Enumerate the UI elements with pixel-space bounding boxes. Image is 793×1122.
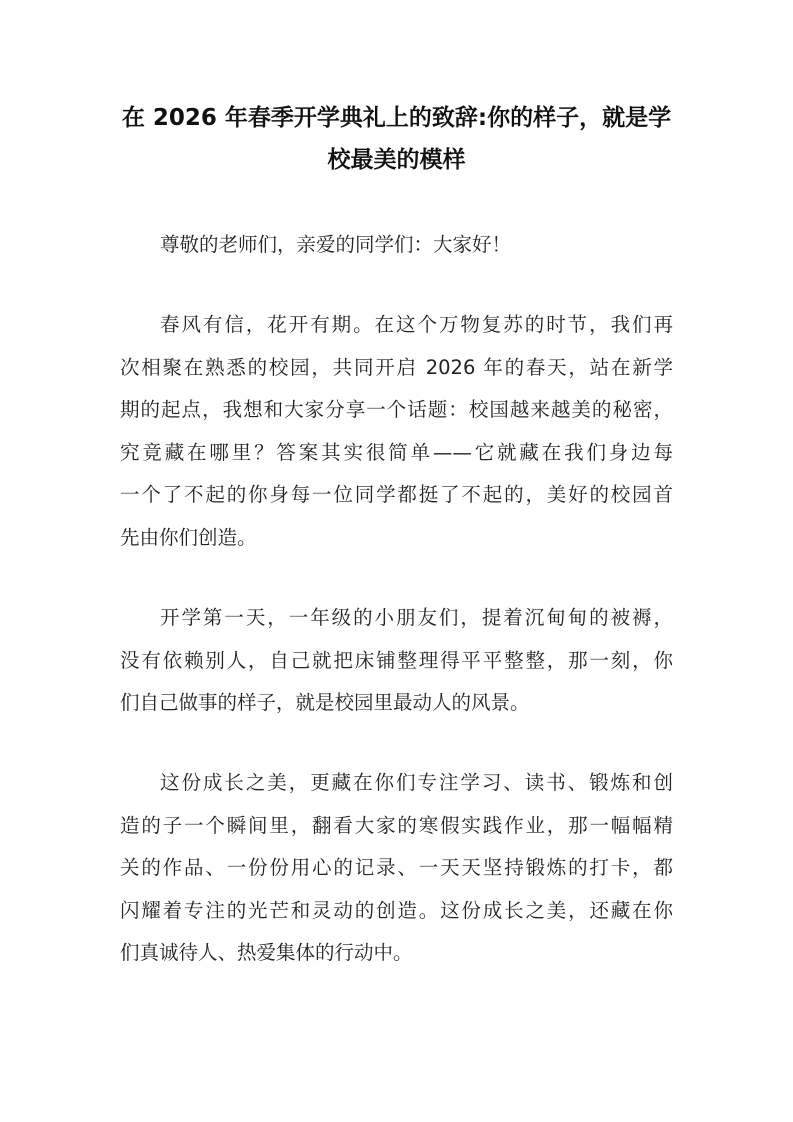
document-title-line-1: 在 2026 年春季开学典礼上的致辞:你的样子，就是学: [121, 105, 672, 131]
text-line: 先由你们创造。: [120, 525, 257, 549]
text-line: 尊敬的老师们，亲爱的同学们：大家好！: [160, 233, 512, 256]
paragraph-2: [120, 597, 673, 725]
document-title-line-2: 校最美的模样: [327, 147, 466, 173]
text-line: 这份成长之美，更藏在你们专注学习、读书、锻炼和创: [160, 771, 673, 794]
paragraph-greeting: [120, 224, 673, 267]
text-line: 关的作品、一份份用心的记录、一天天坚持锻炼的打卡，都: [120, 856, 673, 880]
text-line: 开学第一天，一年级的小朋友们，提着沉甸甸的被褥，: [160, 606, 673, 629]
paragraph-3: [120, 762, 673, 975]
text-line: 次相聚在熟悉的校园，共同开启 2026 年的春天，站在新学: [120, 355, 673, 379]
paragraph-1: [120, 304, 673, 560]
text-line: 没有依赖别人，自己就把床铺整理得平平整整，那一刻，你: [120, 648, 673, 672]
text-line: 造的子一个瞬间里，翻看大家的寒假实践作业，那一幅幅精: [120, 813, 673, 837]
text-line: 春风有信，花开有期。在这个万物复苏的时节，我们再: [160, 313, 673, 336]
text-line: 一个了不起的你身每一位同学都挺了不起的，美好的校园首: [120, 483, 673, 507]
text-line: 究竟藏在哪里？答案其实很简单——它就藏在我们身边每: [120, 440, 673, 464]
text-line: 期的起点，我想和大家分享一个话题：校国越来越美的秘密，: [120, 398, 673, 422]
text-line: 闪耀着专注的光芒和灵动的创造。这份成长之美，还藏在你: [120, 898, 673, 922]
text-line: 们自己做事的样子，就是校园里最动人的风景。: [120, 691, 530, 715]
text-line: 们真诚待人、热爱集体的行动中。: [120, 941, 413, 965]
